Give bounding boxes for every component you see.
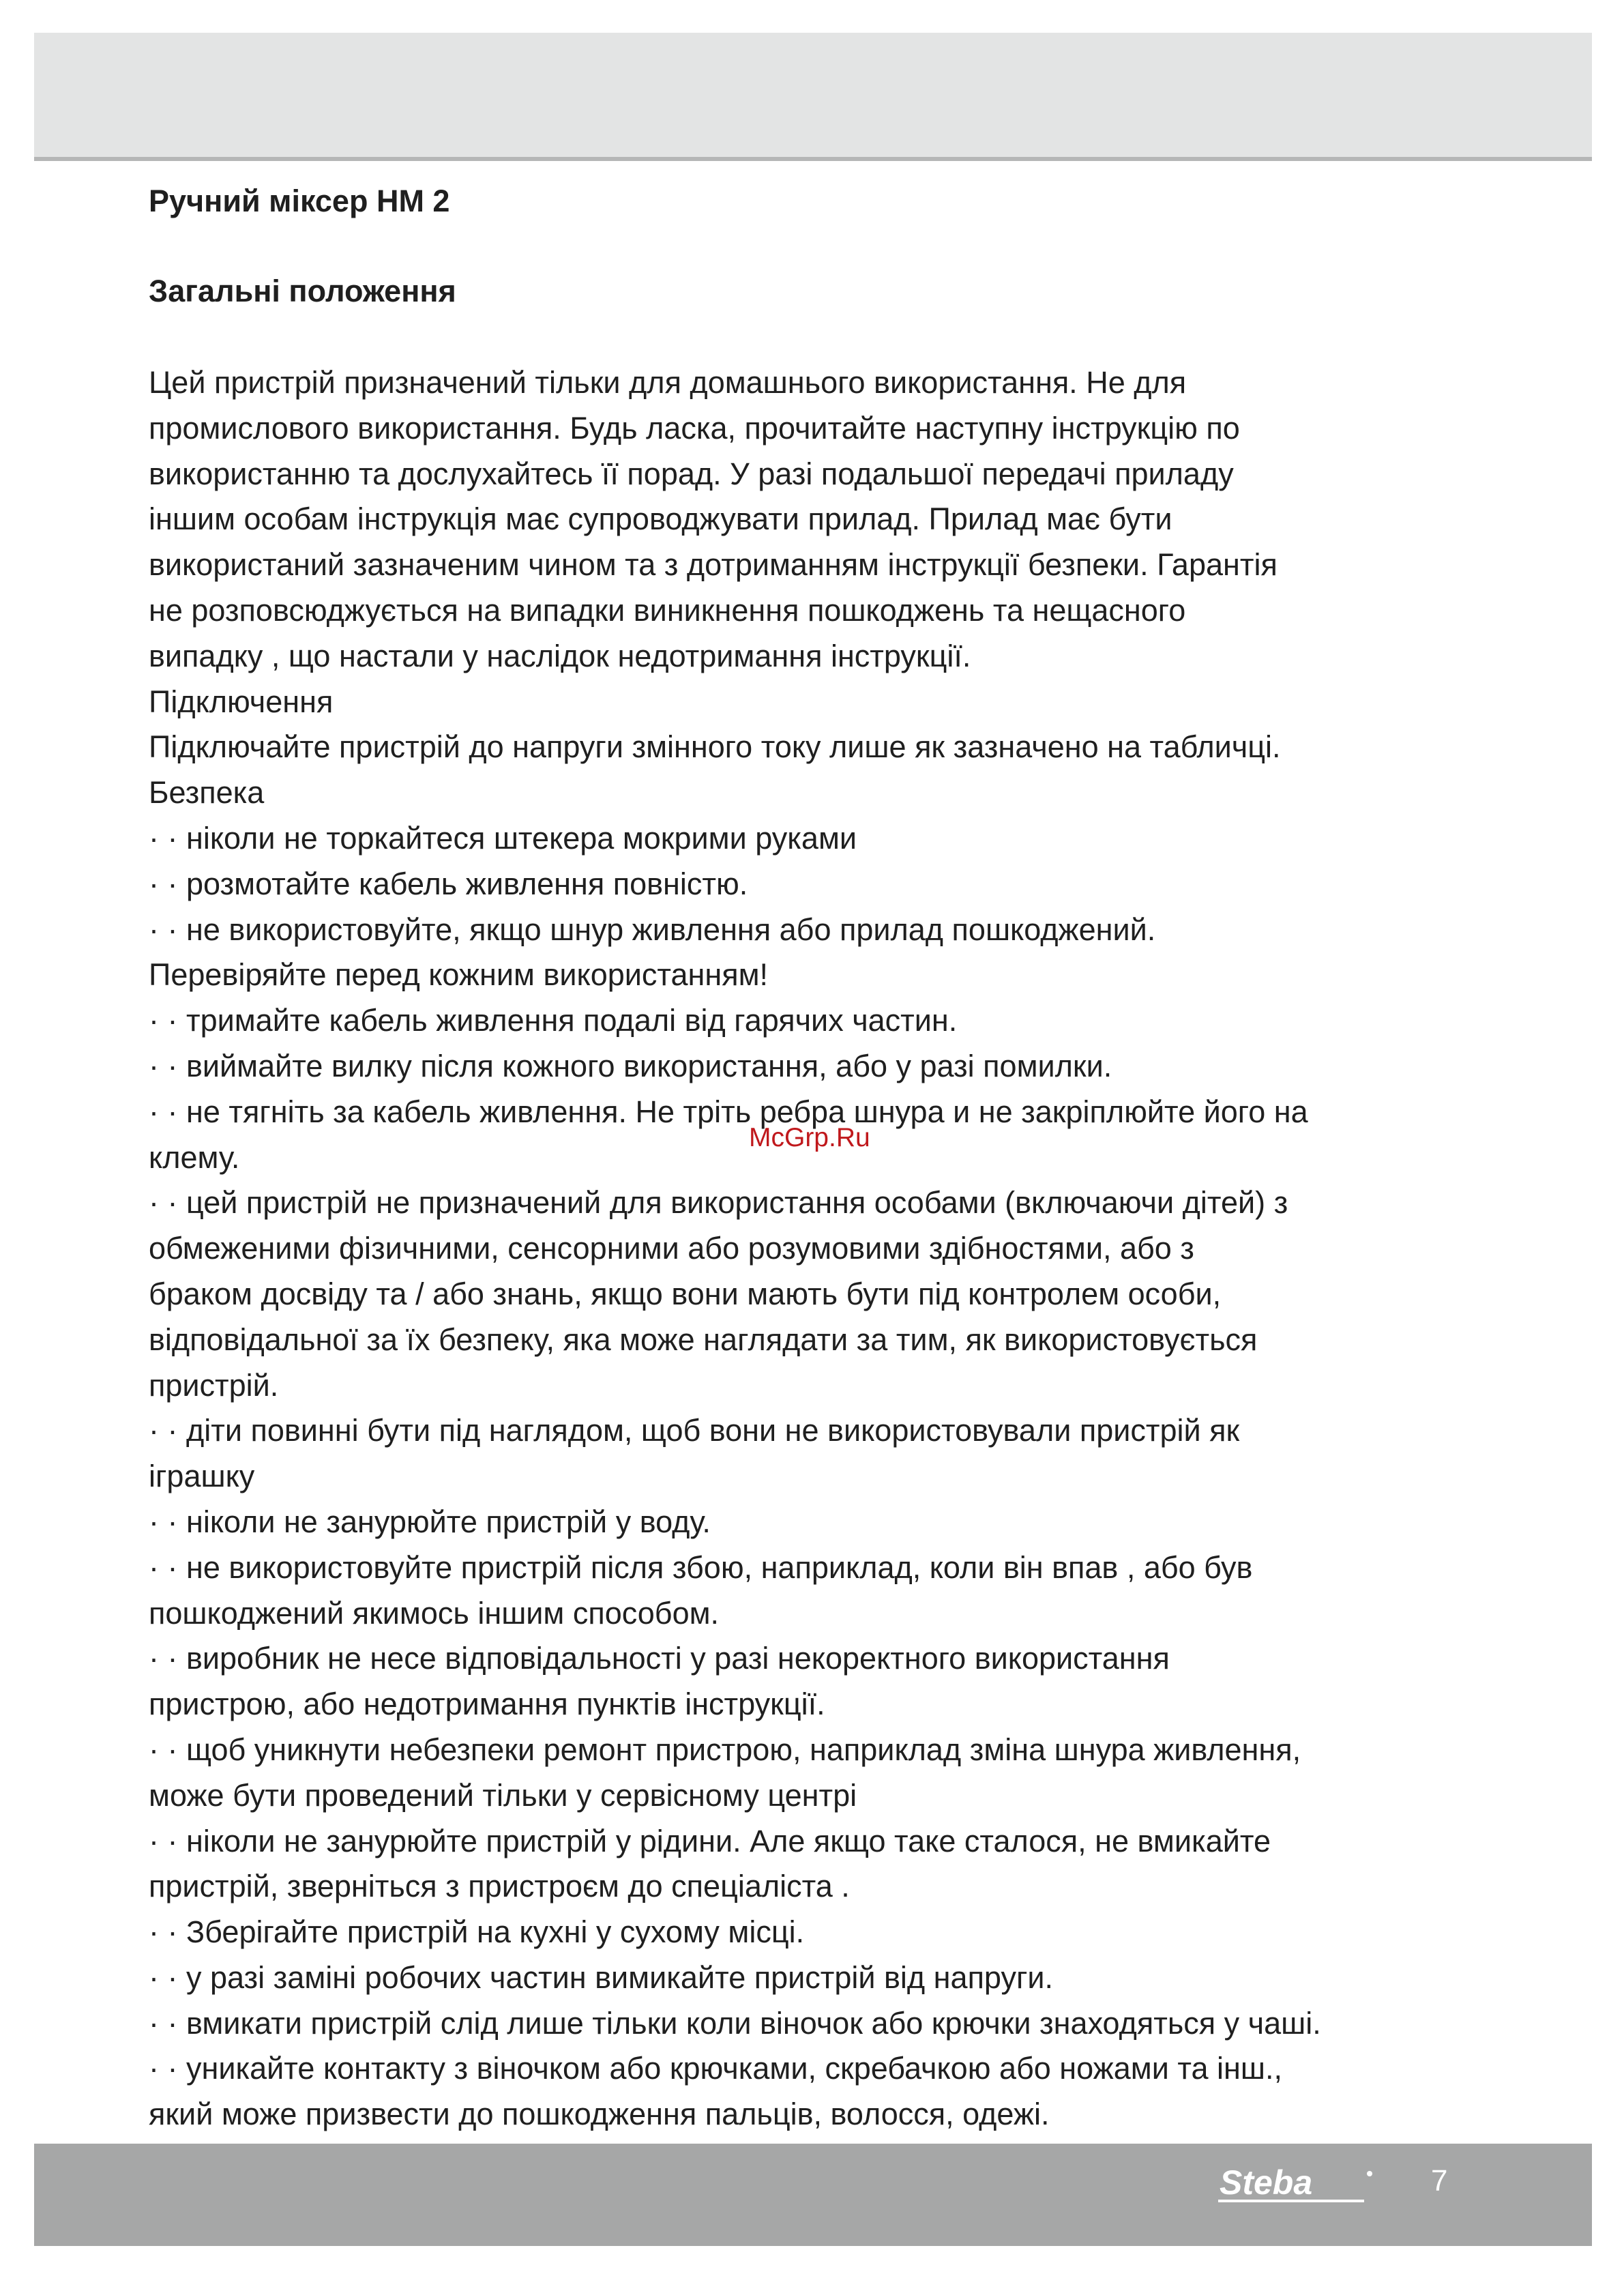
document-content <box>149 179 1526 2138</box>
section-heading: Загальні положення <box>149 274 456 308</box>
body-text: Цей пристрій призначений тільки для домашнього використання. Не для промислового використання. Будь ласка, прочитайте наступну інструкцію по використанню та дослухайтесь її порад. У разі подальшої передачі приладу іншим особам інструкція має супроводжувати прилад. Прилад має бути використаний зазначеним чином та з дотриманням інструкції безпеки. Гарантія не розповсюджується на випадки виникнення пошкоджень та нещасного випадку , що настали у наслідок недотримання інструкції. Підключення Підключайте пристрій до напруги змінного току лише як зазначено на табличці. Безпека · · ніколи не торкайтеся штекера мокрими руками · · розмотайте кабель живлення повністю. · · не використовуйте, якщо шнур живлення або прилад пошкоджений. Перевіряйте перед кожним використанням! · · тримайте кабель живлення подалі від гарячих частин. · · виймайте вилку після кожного використання, або у разі помилки. · · не тягніть за кабель живлення. Не тріть ребра шнура и не закріплюйте його на клему. · · цей пристрій не призначений для використання особами (включаючи дітей) з обмеженими фізичними, сенсорними або розумовими здібностями, або з браком досвіду та / або знань, якщо вони мають бути під контролем особи, відповідальної за їх безпеку, яка може наглядати за тим, як використовується пристрій. · · діти повинні бути під наглядом, щоб вони не використовували пристрій як іграшку · · ніколи не занурюйте пристрій у воду. · · не використовуйте пристрій після збою, наприклад, коли він впав , або був пошкоджений якимось іншим способом. · · виробник не несе відповідальності у разі некоректного використання пристрою, або недотримання пунктів інструкції. · · щоб уникнути небезпеки ремонт пристрою, наприклад зміна шнура живлення, може бути проведений тільки у сервісному центрі · · ніколи не занурюйте пристрій у рідини. Але якщо таке сталося, не вмикайте пристрій, зверніться з пристроєм до спеціаліста . · · Зберігайте пристрій на кухні у сухому місці. · · у разі заміні робочих частин вимикайте пристрій від напруги. · · вмикати пристрій слід лише тільки коли віночок або крючки знаходяться у чаші. · · уникайте контакту з віночком або крючками, скребачкою або ножами та інш., який може призвести до пошкодження пальців, волосся, одежі. <box>149 365 1321 2132</box>
header-band <box>34 33 1592 161</box>
steba-logo-icon <box>1214 2164 1391 2212</box>
brand-name: Steba <box>1220 2164 1313 2202</box>
page-title: Ручний міксер HM 2 <box>149 184 450 218</box>
watermark-text: McGrp.Ru <box>749 1123 870 1152</box>
page-number: 7 <box>1431 2164 1448 2198</box>
